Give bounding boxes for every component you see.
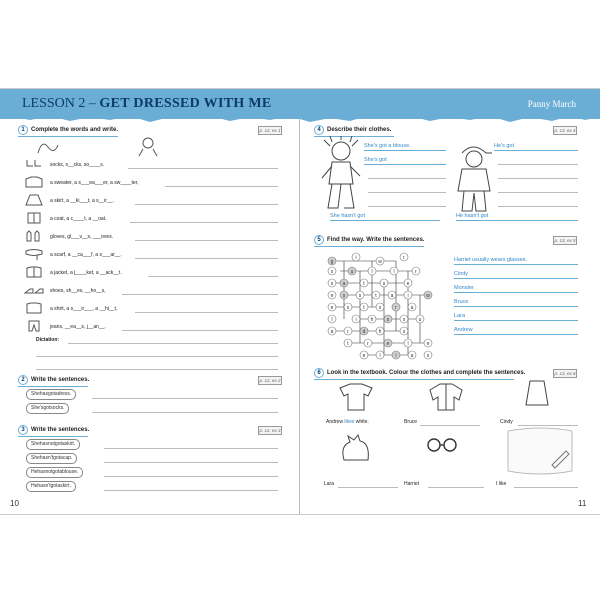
maze-letter: s (330, 268, 334, 275)
answer-line[interactable] (122, 330, 278, 331)
maze-answer-sentence: Harriet usually wears glasses. (454, 257, 528, 263)
exercise-6-heading: 6 Look in the textbook. Colour the clothes and complete the sentences. (314, 368, 525, 378)
page-number-right: 11 (578, 499, 587, 508)
maze-letter: l (393, 268, 395, 275)
workbook-spread (0, 88, 600, 515)
maze-letter: s (426, 352, 430, 359)
exercise-1-item: a sweater, a s___ea___er, a sw____ter, (50, 180, 139, 186)
answer-line[interactable] (135, 258, 278, 259)
answer-line[interactable] (135, 312, 278, 313)
maze-letter: h (378, 328, 382, 335)
maze-letter: t (363, 280, 365, 287)
skirt-icon (24, 194, 44, 206)
exercise-3-rule (18, 436, 88, 437)
answer-line[interactable] (135, 240, 278, 241)
maze-letter: u (418, 316, 422, 323)
maze-letter: e (386, 340, 390, 347)
exercise-1-item: a scarf, a __ca___f, a s___ar__. (50, 252, 122, 258)
exercise-1-item: a jacket, a j____ket, a __ack__t. (50, 270, 122, 276)
maze-letter: t (375, 292, 377, 299)
girl-illustration-icon (316, 136, 366, 216)
jeans-icon (24, 320, 44, 332)
exercise-1-item: a coat, a c____t, a __oat. (50, 216, 107, 222)
exercise-5-heading: 5 Find the way. Write the sentences. (314, 235, 424, 245)
maze-letter: a (410, 304, 414, 311)
maze-letter: r (403, 254, 405, 261)
cindy-label: Cindy (500, 419, 513, 425)
maze-letter: a (390, 292, 394, 299)
maze-letter: l (331, 316, 333, 323)
maze-name-bruce: Bruce (454, 299, 469, 305)
answer-line[interactable] (454, 306, 578, 307)
exercise-4-heading: 4 Describe their clothes. (314, 125, 391, 135)
answer-line[interactable] (104, 462, 278, 463)
coat-icon (24, 212, 44, 224)
maze-letter: e (330, 304, 334, 311)
maze-letter: r (415, 268, 417, 275)
dictation-line[interactable] (68, 343, 278, 344)
exercise-4-ref: p. 13, ex 4 (554, 128, 576, 133)
girl-sentence-3: She hasn't got (330, 213, 365, 219)
skirt-outline-icon (524, 379, 550, 409)
maze-letter: s (378, 304, 382, 311)
monster-outline-icon (338, 434, 374, 462)
boy-illustration-icon (448, 141, 498, 213)
scrambled-sentence: She'sgotsocks. (26, 403, 69, 414)
jacket-icon (24, 266, 44, 278)
maze-letter: a (342, 280, 346, 287)
exercise-5-rule (314, 246, 424, 247)
exercise-3-ref: p. 12, ex 3 (259, 428, 281, 433)
answer-line[interactable] (428, 487, 484, 488)
maze-letter: t (363, 304, 365, 311)
exercise-6-rule (314, 379, 514, 380)
banner-torn-edge (0, 113, 600, 123)
maze-letter: s (330, 280, 334, 287)
maze-letter: r (395, 304, 397, 311)
answer-line[interactable] (454, 320, 578, 321)
maze-letter: l (379, 352, 381, 359)
exercise-2-rule (18, 386, 88, 387)
maze-letter: r (347, 328, 349, 335)
dictation-label: Dictation: (36, 337, 60, 343)
shoes-icon (24, 284, 44, 296)
scrambled-sentence: Hehasn'tgotaskirt. (26, 481, 76, 492)
boy-sentence-2: He hasn't got (456, 213, 489, 219)
exercise-1-item: shoes, sh__es, __ho__s, (50, 288, 106, 294)
maze-letter: g (330, 258, 334, 265)
drawing-box[interactable] (504, 425, 576, 475)
answer-line[interactable] (368, 206, 446, 207)
clothes-illustration-icon (28, 133, 178, 157)
maze-letter: i (355, 316, 357, 323)
maze-letter: s (402, 328, 406, 335)
girl-sentence-1: She's got a blouse. (364, 143, 411, 149)
answer-line[interactable] (330, 220, 440, 221)
answer-line[interactable] (122, 294, 278, 295)
maze-letter: e (362, 352, 366, 359)
lesson-title: LESSON 2 – GET DRESSED WITH ME (22, 96, 272, 111)
exercise-6-ref: p. 13, ex 6 (554, 371, 576, 376)
scrambled-sentence: Shehasgotadress. (26, 389, 76, 400)
exercise-1-item: gloves, gl___v__s, ___oves. (50, 234, 114, 240)
maze-letter: d (362, 328, 366, 335)
exercise-1-item: a shirt, a s___ir___, a __hi__t, (50, 306, 118, 312)
dictation-line[interactable] (36, 369, 278, 370)
answer-line[interactable] (494, 150, 578, 151)
exercise-2-heading: 2 Write the sentences. (18, 375, 89, 385)
answer-line[interactable] (514, 487, 578, 488)
maze-letter: w (378, 258, 382, 265)
maze-letter: i (395, 352, 397, 359)
answer-line[interactable] (454, 292, 578, 293)
exercise-3-heading: 3 Write the sentences. (18, 425, 89, 435)
answer-line[interactable] (92, 398, 278, 399)
maze-name-monster: Monster (454, 285, 474, 291)
maze-letter: i (355, 254, 357, 261)
jacket-outline-icon (426, 382, 466, 412)
maze-letter: s (346, 304, 350, 311)
answer-line[interactable] (130, 222, 278, 223)
maze-letter: s (342, 292, 346, 299)
answer-line[interactable] (104, 476, 278, 477)
maze-letter: e (426, 340, 430, 347)
maze-name-cindy: Cindy (454, 271, 469, 277)
maze-letter: l (371, 268, 373, 275)
answer-line[interactable] (368, 192, 446, 193)
maze-letter: s (358, 292, 362, 299)
exercise-1-heading: 1 Complete the words and write. (18, 125, 118, 135)
maze-letter: s (382, 280, 386, 287)
answer-line[interactable] (148, 276, 278, 277)
andrew-sentence: Andrew likes white. (326, 419, 369, 425)
answer-line[interactable] (420, 425, 480, 426)
scrambled-sentence: Hehasnotgotablouse. (26, 467, 83, 478)
maze-letter: a (330, 328, 334, 335)
maze-letter: s (386, 316, 390, 323)
boy-sentence-1: He's got (494, 143, 515, 149)
author-name: Panny March (527, 99, 576, 109)
page-number-left: 10 (10, 499, 19, 508)
girl-sentence-2: She's got (364, 157, 387, 163)
answer-line[interactable] (128, 168, 278, 169)
exercise-1-item: jeans, __ea__s, j__an__. (50, 324, 106, 330)
answer-line[interactable] (454, 278, 578, 279)
maze-letter: t (347, 340, 349, 347)
answer-line[interactable] (456, 220, 578, 221)
answer-line[interactable] (498, 192, 578, 193)
answer-line[interactable] (92, 412, 278, 413)
maze-letter: e (330, 292, 334, 299)
scrambled-sentence: Shehasnotgotaskirt. (26, 439, 80, 450)
dictation-line[interactable] (36, 356, 278, 357)
exercise-1-item: socks, s__cks, so____s. (50, 162, 105, 168)
exercise-5-ref: p. 13, ex 5 (554, 238, 576, 243)
shirt-icon (24, 302, 44, 314)
bruce-label: Bruce (404, 419, 418, 425)
answer-line[interactable] (368, 178, 446, 179)
maze-letter: u (350, 268, 354, 275)
answer-line[interactable] (498, 164, 578, 165)
maze-letter: e (406, 280, 410, 287)
scrambled-sentence: Shehasn'tgotacap. (26, 453, 77, 464)
exercise-1-item: a skirt, a __ki___t, a s__ir__. (50, 198, 114, 204)
maze-letter: h (370, 316, 374, 323)
answer-line[interactable] (364, 150, 446, 151)
exercise-1-ref: p. 12, ex 1 (259, 128, 281, 133)
answer-line[interactable] (338, 487, 398, 488)
sweater-icon (24, 176, 44, 188)
page-spine (299, 119, 300, 514)
harriet-label: Harriet (404, 481, 420, 487)
maze-letter: l (407, 340, 409, 347)
answer-line[interactable] (104, 490, 278, 491)
answer-line[interactable] (364, 164, 446, 165)
answer-line[interactable] (498, 178, 578, 179)
answer-line[interactable] (454, 334, 578, 335)
answer-line[interactable] (498, 206, 578, 207)
maze-letter: s (402, 316, 406, 323)
shirt-outline-icon (336, 382, 376, 412)
i-like-label: I like (496, 481, 507, 487)
maze-name-andrew: Andrew (454, 327, 473, 333)
maze-letter: r (367, 340, 369, 347)
maze-letter: a (410, 352, 414, 359)
answer-line[interactable] (135, 204, 278, 205)
exercise-2-ref: p. 12, ex 2 (259, 378, 281, 383)
lara-label: Lara (324, 481, 335, 487)
gloves-icon (24, 230, 44, 242)
answer-line[interactable] (454, 264, 578, 265)
maze-letter: i (407, 292, 409, 299)
glasses-icon (426, 437, 458, 453)
word-maze-grid[interactable] (316, 249, 448, 367)
socks-icon (24, 158, 44, 170)
maze-letter: w (426, 292, 430, 299)
maze-name-lara: Lara (454, 313, 466, 319)
answer-line[interactable] (104, 448, 278, 449)
scarf-icon (24, 248, 44, 260)
answer-line[interactable] (165, 186, 278, 187)
